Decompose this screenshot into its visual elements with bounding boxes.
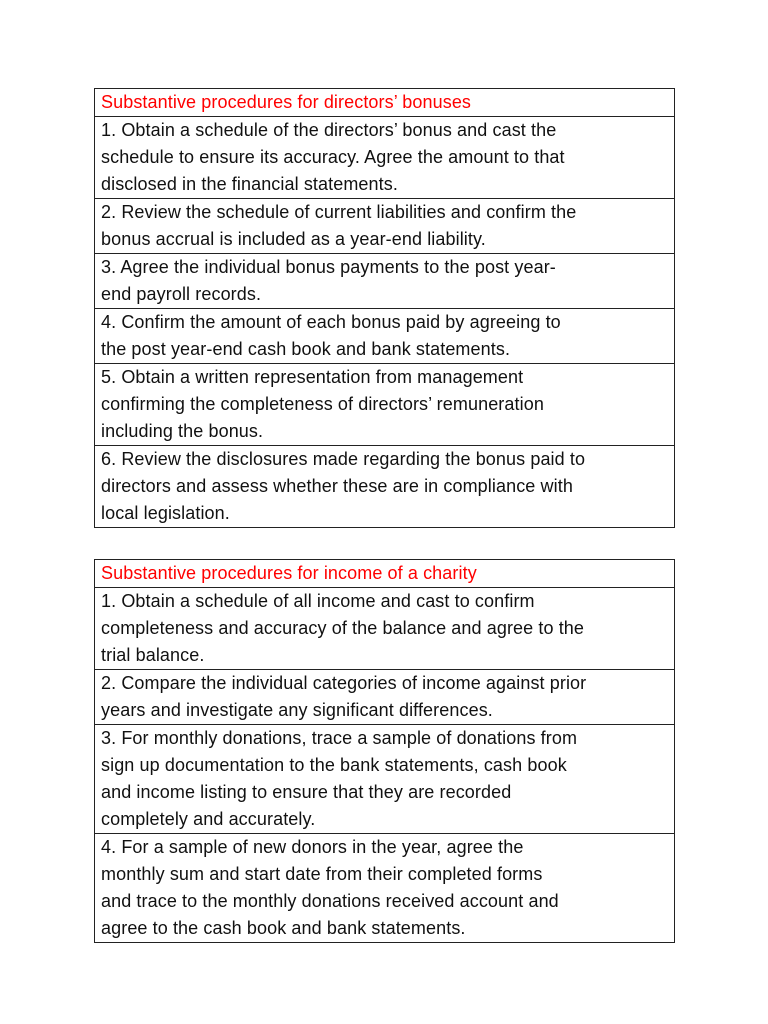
procedure-text-line: confirming the completeness of directors’ remuneration [101, 394, 544, 414]
procedure-text-line: sign up documentation to the bank statements, cash book [101, 755, 567, 775]
procedure-text-line: 4. For a sample of new donors in the year, agree the [101, 837, 524, 857]
procedure-text-line: disclosed in the financial statements. [101, 174, 398, 194]
procedure-text-line: 2. Review the schedule of current liabilities and confirm the [101, 202, 577, 222]
procedure-row [95, 116, 674, 198]
procedure-text-line: completely and accurately. [101, 809, 316, 829]
procedure-row [95, 724, 674, 833]
procedure-row [95, 587, 674, 669]
procedure-text-line: 3. Agree the individual bonus payments to the post year- [101, 257, 556, 277]
procedure-text-line: 6. Review the disclosures made regarding the bonus paid to [101, 449, 586, 469]
procedure-text-line: local legislation. [101, 503, 230, 523]
procedure-text-line: and income listing to ensure that they are recorded [101, 782, 512, 802]
procedure-text-line: bonus accrual is included as a year-end liability. [101, 229, 486, 249]
procedure-text-line: 2. Compare the individual categories of income against prior [101, 673, 587, 693]
procedure-text-line: including the bonus. [101, 421, 264, 441]
procedure-text-line: and trace to the monthly donations received account and [101, 891, 559, 911]
charity-income-table [94, 559, 675, 943]
procedure-text-line: 3. For monthly donations, trace a sample of donations from [101, 728, 578, 748]
procedure-row [95, 308, 674, 363]
procedure-text-line: 1. Obtain a schedule of the directors’ bonus and cast the [101, 120, 557, 140]
procedure-text-line: monthly sum and start date from their completed forms [101, 864, 543, 884]
table-title [95, 560, 674, 587]
procedure-row [95, 253, 674, 308]
procedure-row [95, 198, 674, 253]
procedure-row [95, 669, 674, 724]
procedure-text-line: trial balance. [101, 645, 205, 665]
procedure-row [95, 445, 674, 527]
procedure-text-line: 1. Obtain a schedule of all income and cast to confirm [101, 591, 535, 611]
table-title [95, 89, 674, 116]
procedure-text-line: 4. Confirm the amount of each bonus paid by agreeing to [101, 312, 561, 332]
procedure-row [95, 833, 674, 942]
procedure-text-line: completeness and accuracy of the balance and agree to the [101, 618, 585, 638]
procedure-text-line: 5. Obtain a written representation from management [101, 367, 524, 387]
procedure-text-line: schedule to ensure its accuracy. Agree the amount to that [101, 147, 565, 167]
procedure-text-line: years and investigate any significant differences. [101, 700, 493, 720]
directors-bonuses-table [94, 88, 675, 528]
procedure-row [95, 363, 674, 445]
table-title-text: Substantive procedures for directors’ bonuses [101, 92, 472, 112]
table-title-text: Substantive procedures for income of a charity [101, 563, 477, 583]
procedure-text-line: the post year-end cash book and bank statements. [101, 339, 511, 359]
procedure-text-line: agree to the cash book and bank statements. [101, 918, 466, 938]
procedure-text-line: directors and assess whether these are in compliance with [101, 476, 573, 496]
procedure-text-line: end payroll records. [101, 284, 262, 304]
